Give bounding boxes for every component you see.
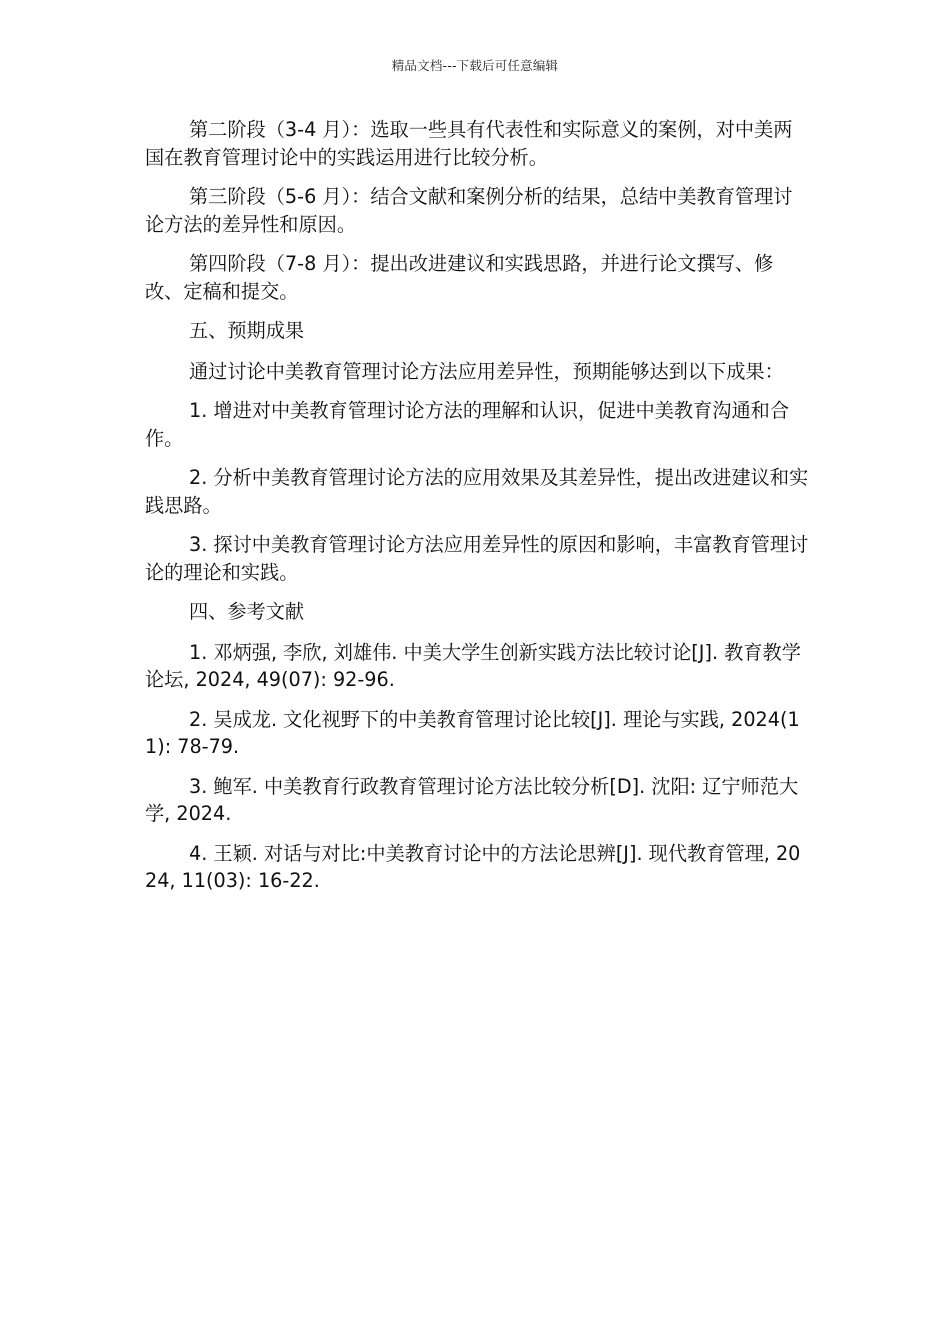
list-item-result-3: 3. 探讨中美教育管理讨论方法应用差异性的原因和影响，丰富教育管理讨论的理论和实践。 xyxy=(145,533,809,584)
paragraph-stage-three: 第三阶段（5-6 月）：结合文献和案例分析的结果，总结中美教育管理讨论方法的差异性和原因。 xyxy=(145,185,793,236)
list-item-result-2: 2. 分析中美教育管理讨论方法的应用效果及其差异性，提出改进建议和实践思路。 xyxy=(145,466,809,517)
reference-item-1: 1. 邓炳强, 李欣, 刘雄伟. 中美大学生创新实践方法比较讨论[J]. 教育教学论坛, 2024, 49(07): 92-96. xyxy=(145,640,801,691)
paragraph-stage-four: 第四阶段（7-8 月）：提出改进建议和实践思路，并进行论文撰写、修改、定稿和提交。 xyxy=(145,252,774,303)
reference-item-3: 3. 鲍军. 中美教育行政教育管理讨论方法比较分析[D]. 沈阳: 辽宁师范大学, 2024. xyxy=(145,774,799,825)
section-heading-references: 四、参考文献 xyxy=(189,600,305,623)
section-heading-expected-results: 五、预期成果 xyxy=(189,319,305,342)
paragraph-stage-two: 第二阶段（3-4 月）：选取一些具有代表性和实际意义的案例，对中美两国在教育管理讨论中的实践运用进行比较分析。 xyxy=(145,118,793,169)
document-body xyxy=(145,116,810,907)
page-header: 精品文档---下载后可任意编辑 xyxy=(391,58,559,73)
reference-item-4: 4. 王颖. 对话与对比:中美教育讨论中的方法论思辨[J]. 现代教育管理, 2024, 11(03): 16-22. xyxy=(145,841,801,892)
paragraph-results-intro: 通过讨论中美教育管理讨论方法应用差异性，预期能够达到以下成果： xyxy=(189,359,784,383)
list-item-result-1: 1. 增进对中美教育管理讨论方法的理解和认识，促进中美教育沟通和合作。 xyxy=(145,399,790,450)
reference-item-2: 2. 吴成龙. 文化视野下的中美教育管理讨论比较[J]. 理论与实践, 2024(11): 78-79. xyxy=(145,707,800,758)
